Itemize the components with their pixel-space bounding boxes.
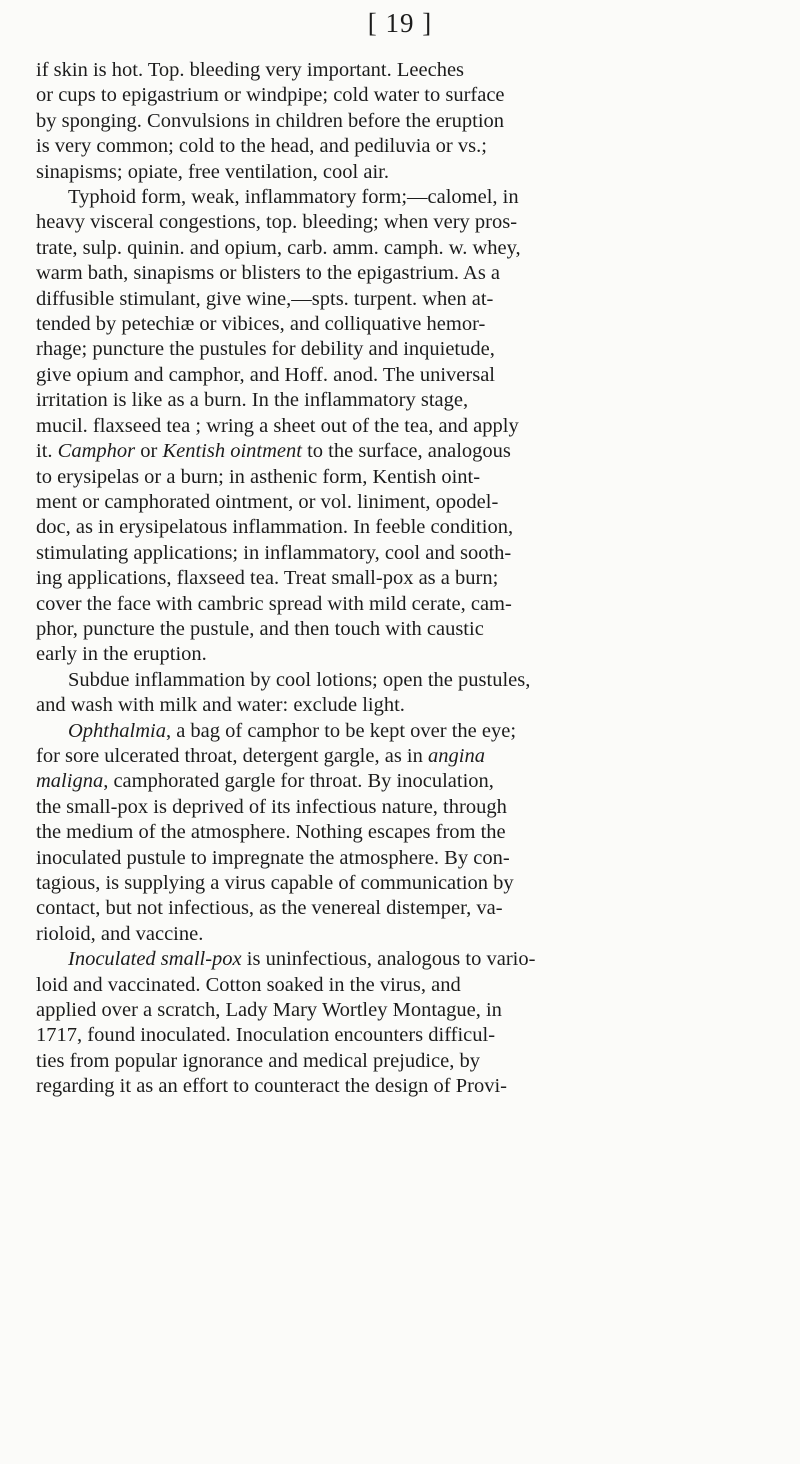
text-line: the small-pox is deprived of its infectious nature, through [36, 795, 507, 818]
text-line: by sponging. Convulsions in children before the eruption [36, 109, 505, 132]
text-line: if skin is hot. Top. bleeding very important. Leeches [36, 59, 465, 81]
text-line: to erysipelas or a burn; in asthenic form, Kentish oint- [36, 465, 481, 488]
text-line: Ophthalmia, a bag of camphor to be kept over the eye; [68, 719, 517, 742]
text-line: rioloid, and vaccine. [36, 922, 204, 945]
text-line: ment or camphorated ointment, or vol. liniment, opodel- [36, 490, 499, 513]
text-line: contact, but not infectious, as the venereal distemper, va- [36, 897, 503, 920]
text-line: give opium and camphor, and Hoff. anod. The universal [36, 363, 495, 386]
text-line: applied over a scratch, Lady Mary Wortley Montague, in [36, 999, 502, 1022]
text-line: cover the face with cambric spread with mild cerate, cam- [36, 592, 512, 615]
text-line: and wash with milk and water: exclude light. [36, 694, 405, 717]
text-line: rhage; puncture the pustules for debility and inquietude, [36, 338, 495, 361]
text-line: the medium of the atmosphere. Nothing escapes from the [36, 821, 506, 844]
text-line: mucil. flaxseed tea ; wring a sheet out of the tea, and apply [36, 414, 519, 437]
text-line: regarding it as an effort to counteract the design of Provi- [36, 1075, 507, 1098]
text-line: irritation is like as a burn. In the inflammatory stage, [36, 389, 469, 412]
text-line: trate, sulp. quinin. and opium, carb. amm. camph. w. whey, [36, 236, 521, 259]
text-line: or cups to epigastrium or windpipe; cold water to surface [36, 84, 505, 107]
text-line: stimulating applications; in inflammatory, cool and sooth- [36, 541, 512, 564]
text-line: Subdue inflammation by cool lotions; open the pustules, [68, 668, 531, 691]
text-line: doc, as in erysipelatous inflammation. In feeble condition, [36, 516, 514, 539]
text-line: inoculated pustule to impregnate the atmosphere. By con- [36, 846, 510, 869]
text-line: tended by petechiæ or vibices, and colliquative hemor- [36, 313, 486, 336]
page-number: [ 19 ] [367, 8, 433, 38]
body-text [36, 58, 768, 1100]
text-line: is very common; cold to the head, and pediluvia or vs.; [36, 135, 487, 158]
text-line: early in the eruption. [36, 643, 207, 666]
text-line: heavy visceral congestions, top. bleeding; when very pros- [36, 211, 518, 234]
text-line: Typhoid form, weak, inflammatory form;—calomel, in [68, 186, 519, 209]
text-line: phor, puncture the pustule, and then touch with caustic [36, 617, 484, 640]
text-line: loid and vaccinated. Cotton soaked in the virus, and [36, 973, 461, 996]
text-line: maligna, camphorated gargle for throat. By inoculation, [36, 770, 494, 793]
text-line: for sore ulcerated throat, detergent gargle, as in angina [36, 744, 485, 767]
text-line: ing applications, flaxseed tea. Treat small-pox as a burn; [36, 567, 499, 590]
text-line: Inoculated small-pox is uninfectious, analogous to vario- [68, 948, 536, 971]
text-line: it. Camphor or Kentish ointment to the surface, analogous [36, 440, 511, 463]
text-line: tagious, is supplying a virus capable of communication by [36, 872, 514, 894]
text-line: diffusible stimulant, give wine,—spts. turpent. when at- [36, 287, 494, 310]
text-line: sinapisms; opiate, free ventilation, cool air. [36, 160, 389, 183]
text-line: ties from popular ignorance and medical prejudice, by [36, 1049, 481, 1072]
text-line: 1717, found inoculated. Inoculation encounters difficul- [36, 1024, 496, 1047]
text-line: warm bath, sinapisms or blisters to the epigastrium. As a [36, 262, 501, 285]
